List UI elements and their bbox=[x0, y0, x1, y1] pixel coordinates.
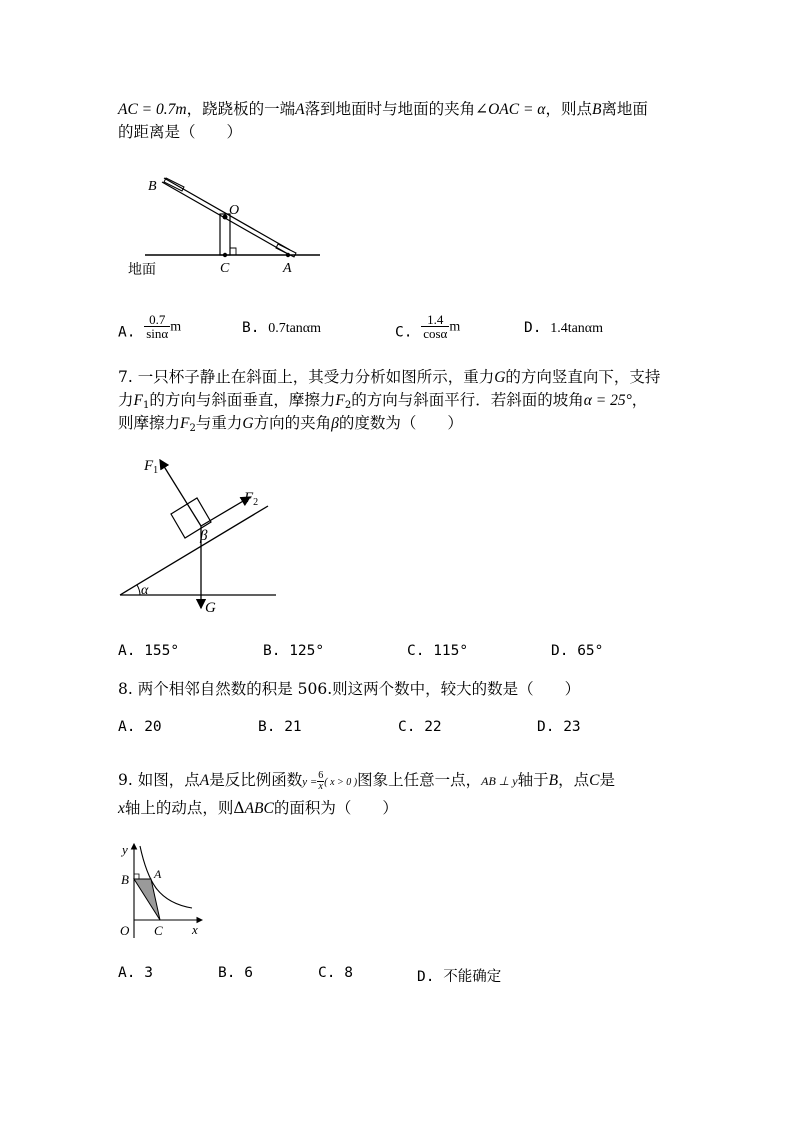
q8-stem: 8. 两个相邻自然数的积是 506.则这两个数中，较大的数是（ ） bbox=[118, 680, 581, 698]
q7-alpha: α = 25° bbox=[583, 392, 632, 409]
label-f1: $F_1$ bbox=[144, 458, 159, 476]
label-o: O bbox=[229, 203, 240, 218]
q7-f2: F bbox=[335, 392, 345, 409]
q6-ac-length: AC = 0.7m bbox=[118, 101, 187, 118]
q7-stem-line3 bbox=[118, 412, 463, 440]
frac-den: x bbox=[318, 780, 323, 792]
q6-option-a-fraction bbox=[144, 313, 170, 340]
q9-text: 轴于 bbox=[517, 771, 549, 789]
q7-f1: F bbox=[133, 392, 143, 409]
q8-option-d[interactable]: D. 23 bbox=[537, 719, 581, 735]
q6-text: 离地面 bbox=[601, 100, 648, 118]
q7-g: G bbox=[494, 369, 506, 386]
q7-text: 的方向与斜面垂直，摩擦力 bbox=[149, 391, 336, 409]
point-o bbox=[223, 215, 228, 220]
q8-option-c[interactable]: C. 22 bbox=[398, 719, 442, 735]
option-text: 0.7tanαm bbox=[268, 321, 322, 336]
label-b: B bbox=[148, 179, 157, 194]
option-letter: A. bbox=[118, 324, 136, 341]
q7-f1-sub: 1 bbox=[142, 400, 150, 411]
option-letter: D. bbox=[524, 320, 542, 336]
q7-text: 的度数为（ ） bbox=[338, 414, 463, 432]
q7-option-c[interactable]: C. 115° bbox=[407, 643, 469, 659]
label-beta: β bbox=[200, 528, 208, 544]
q8-option-b[interactable]: B. 21 bbox=[258, 719, 302, 735]
label-c: C bbox=[154, 923, 163, 938]
label-a: A bbox=[283, 261, 292, 276]
label-f2: $F_2$ bbox=[244, 490, 259, 508]
q7-option-b[interactable]: B. 125° bbox=[263, 643, 325, 659]
q9-text: 轴上的动点，则Δ bbox=[124, 799, 245, 817]
q7-text: 方向的夹角 bbox=[253, 414, 332, 432]
label-c: C bbox=[220, 261, 230, 276]
q9-point-c: C bbox=[589, 772, 600, 789]
q7-force-figure bbox=[118, 452, 283, 618]
option-letter: B. bbox=[242, 320, 260, 336]
q9-text: 的面积为（ ） bbox=[273, 799, 398, 817]
unit: m bbox=[170, 319, 182, 335]
q7-text: 7. 一只杯子静止在斜面上，其受力分析如图所示，重力 bbox=[118, 368, 495, 386]
q7-beta: β bbox=[331, 415, 339, 432]
label-x: x bbox=[192, 922, 198, 937]
q9-func-cond: ( x > 0 ) bbox=[324, 777, 358, 788]
q6-text: ，跷跷板的一端 bbox=[186, 100, 296, 118]
label-y: y bbox=[122, 842, 128, 857]
q6-point-a: A bbox=[295, 101, 305, 118]
q6-stem-line2: 的距离是（ ） bbox=[118, 123, 243, 141]
q6-option-c-fraction bbox=[421, 313, 449, 340]
q9-abc: ABC bbox=[244, 800, 274, 817]
frac-num: 1.4 bbox=[421, 313, 449, 327]
label-b: B bbox=[121, 872, 129, 887]
alpha-arc bbox=[137, 585, 140, 595]
frac-num: 0.7 bbox=[144, 313, 170, 327]
q9-option-d[interactable]: D. 不能确定 bbox=[417, 969, 502, 985]
q6-option-c[interactable] bbox=[395, 313, 460, 341]
right-angle-mark bbox=[230, 248, 236, 255]
q9-graph-figure bbox=[116, 838, 212, 942]
triangle-abc bbox=[134, 879, 160, 920]
q7-option-d[interactable]: D. 65° bbox=[551, 643, 604, 659]
option-letter: C. bbox=[395, 324, 413, 341]
frac-num: 6 bbox=[318, 769, 324, 781]
point-c bbox=[223, 253, 227, 257]
label-a: A bbox=[154, 867, 162, 881]
q6-stem-line1 bbox=[118, 98, 648, 121]
q9-stem-line2 bbox=[118, 797, 398, 820]
q7-text: 的方向竖直向下，支持 bbox=[505, 368, 661, 386]
q7-text: 则摩擦力 bbox=[118, 414, 181, 432]
q9-option-c[interactable]: C. 8 bbox=[318, 965, 353, 981]
q8-option-a[interactable]: A. 20 bbox=[118, 719, 162, 735]
frac-den: cosα bbox=[423, 326, 448, 341]
q9-text: 9. 如图，点 bbox=[118, 771, 200, 789]
q7-option-a[interactable]: A. 155° bbox=[118, 643, 180, 659]
q9-text: 图象上任意一点， bbox=[357, 771, 482, 789]
q7-f2: F bbox=[180, 415, 190, 432]
q9-text: 是反比例函数 bbox=[209, 771, 303, 789]
q9-func-y: y = bbox=[302, 776, 318, 788]
q7-stem-line1 bbox=[118, 366, 660, 389]
q7-f2-sub: 2 bbox=[189, 423, 196, 434]
q6-option-b[interactable] bbox=[242, 320, 321, 337]
q6-option-d[interactable] bbox=[524, 320, 603, 337]
q7-text: 力 bbox=[118, 391, 134, 409]
q9-x: x bbox=[118, 800, 125, 817]
label-ground: 地面 bbox=[128, 263, 156, 278]
q9-text: 是 bbox=[599, 771, 615, 789]
point-a-dot bbox=[286, 253, 290, 257]
label-o: O bbox=[120, 923, 130, 938]
frac-den: sinα bbox=[146, 326, 169, 341]
q9-option-a[interactable]: A. 3 bbox=[118, 965, 153, 981]
q6-point-b: B bbox=[591, 101, 602, 118]
label-g: G bbox=[205, 600, 216, 616]
q9-point-b: B bbox=[548, 772, 559, 789]
q7-text: ， bbox=[631, 391, 648, 409]
q9-option-b[interactable]: B. 6 bbox=[218, 965, 253, 981]
option-text: 1.4tanαm bbox=[550, 321, 604, 336]
q6-angle: OAC = α bbox=[488, 101, 546, 118]
q6-text: 落到地面时与地面的夹角∠ bbox=[304, 100, 489, 118]
unit: m bbox=[449, 319, 461, 335]
label-alpha: α bbox=[141, 583, 149, 598]
q6-option-a[interactable] bbox=[118, 313, 181, 341]
right-angle-mark bbox=[134, 874, 139, 879]
q9-text: ，点 bbox=[558, 771, 590, 789]
q7-f2-sub: 2 bbox=[344, 400, 352, 411]
q7-text: 的方向与斜面平行．若斜面的坡角 bbox=[351, 391, 584, 409]
q9-ab-perp: AB ⊥ y bbox=[481, 774, 518, 788]
q9-stem-line1 bbox=[118, 767, 615, 796]
q7-text: 与重力 bbox=[195, 414, 243, 432]
q6-text: ，则点 bbox=[545, 100, 592, 118]
q9-point-a: A bbox=[199, 772, 210, 789]
q7-g: G bbox=[242, 415, 254, 432]
q6-seesaw-figure bbox=[120, 168, 330, 280]
